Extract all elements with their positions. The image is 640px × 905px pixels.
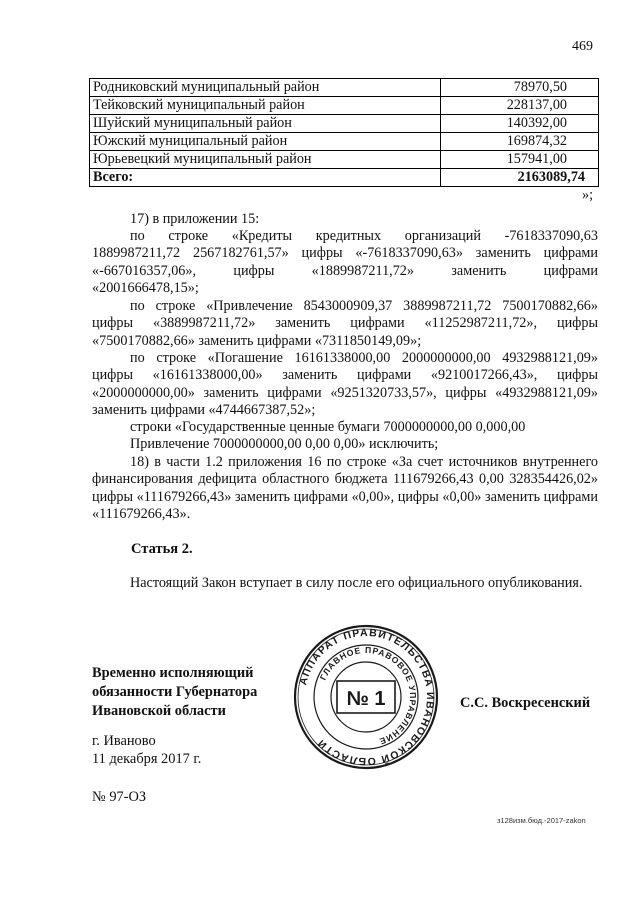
district-name-cell: Шуйский муниципальный район [90,115,441,133]
table-total-row [90,169,599,187]
amount-cell: 228137,00 [441,97,599,115]
amount-cell: 78970,50 [441,79,599,97]
attraction-paragraph: по строке «Привлечение 8543000909,37 3889987211,72 7500170882,66» цифры «3889987211,72» заменить цифрами «11252987211,72», цифры «7500170882,66» заменить цифрами «7311850149,09»; [92,298,598,349]
page-number: 469 [572,39,593,54]
credits-line: «2001666478,15»; [92,279,199,296]
credits-line: «-667016357,06», цифры «1889987211,72» заменить цифрами [92,262,598,279]
repayment-paragraph: по строке «Погашение 16161338000,00 2000000000,00 4932988121,09» цифры «16161338000,00» заменить цифрами «9210017266,43», цифры «2000000000,00» заменить цифрами «9251320733,57», цифры «4932988121,09» заменить цифрами «4744667387,52»; [92,350,598,418]
svg-text:ГЛАВНОЕ ПРАВОВОЕ УПРАВЛЕНИЕ: ГЛАВНОЕ ПРАВОВОЕ УПРАВЛЕНИЕ [317,644,419,747]
file-reference: з128изм.бюд.-2017-zakon [497,816,586,825]
article-2-title: Статья 2. [131,541,193,557]
amount-cell: 157941,00 [441,151,599,169]
svg-text:№ 1: № 1 [346,688,386,710]
table-row [90,133,599,151]
amount-cell: 140392,00 [441,115,599,133]
securities-line: строки «Государственные ценные бумаги 7000000000,00 0,000,00 [130,419,526,435]
table-row [90,97,599,115]
table-row [90,151,599,169]
district-name-cell: Родниковский муниципальный район [90,79,441,97]
item-17-heading: 17) в приложении 15: [130,211,260,227]
signer-position-line: обязанности Губернатора [92,684,258,700]
law-number: № 97-ОЗ [92,789,147,805]
amount-cell: 169874,32 [441,133,599,151]
district-name-cell: Юрьевецкий муниципальный район [90,151,441,169]
svg-text:АППАРАТ ПРАВИТЕЛЬСТВА ИВАНОВСК: АППАРАТ ПРАВИТЕЛЬСТВА ИВАНОВСКОЙ ОБЛАСТИ [297,626,437,768]
signing-date: 11 декабря 2017 г. [92,750,202,767]
securities-paragraph [92,419,598,454]
credits-line: по строке «Кредиты кредитных организаций -7618337090,63 [130,228,598,244]
district-name-cell: Тейковский муниципальный район [90,97,441,115]
signer-position [92,664,257,721]
item-18-paragraph: 18) в части 1.2 приложения 16 по строке «За счет источников внутреннего финансирования дефицита областного бюджета 111679266,43 0,00 328354426,02» цифры «111679266,43» заменить цифрами «0,00», цифры «0,00» заменить цифрами «111679266,43». [92,454,598,522]
signing-city: г. Иваново [92,733,156,749]
district-name-cell: Южский муниципальный район [90,133,441,151]
signer-position-line: Временно исполняющий [92,665,254,681]
signing-place-date [92,733,201,768]
table-row [90,79,599,97]
credits-line: 1889987211,72 2567182761,57» цифры «-7618337090,63» заменить цифрами [92,245,598,262]
budget-distribution-table [89,78,599,187]
total-label-cell: Всего: [90,169,441,187]
securities-line: Привлечение 7000000000,00 0,00 0,00» исключить; [130,436,439,453]
total-amount-cell: 2163089,74 [441,169,599,187]
signer-name: С.С. Воскресенский [460,695,591,711]
credits-paragraph [92,228,598,297]
table-row [90,115,599,133]
table-closing-quote: »; [582,187,594,203]
official-seal-stamp [292,623,440,771]
article-2-text: Настоящий Закон вступает в силу после его официального опубликования. [130,575,583,591]
signer-position-line: Ивановской области [92,703,226,719]
